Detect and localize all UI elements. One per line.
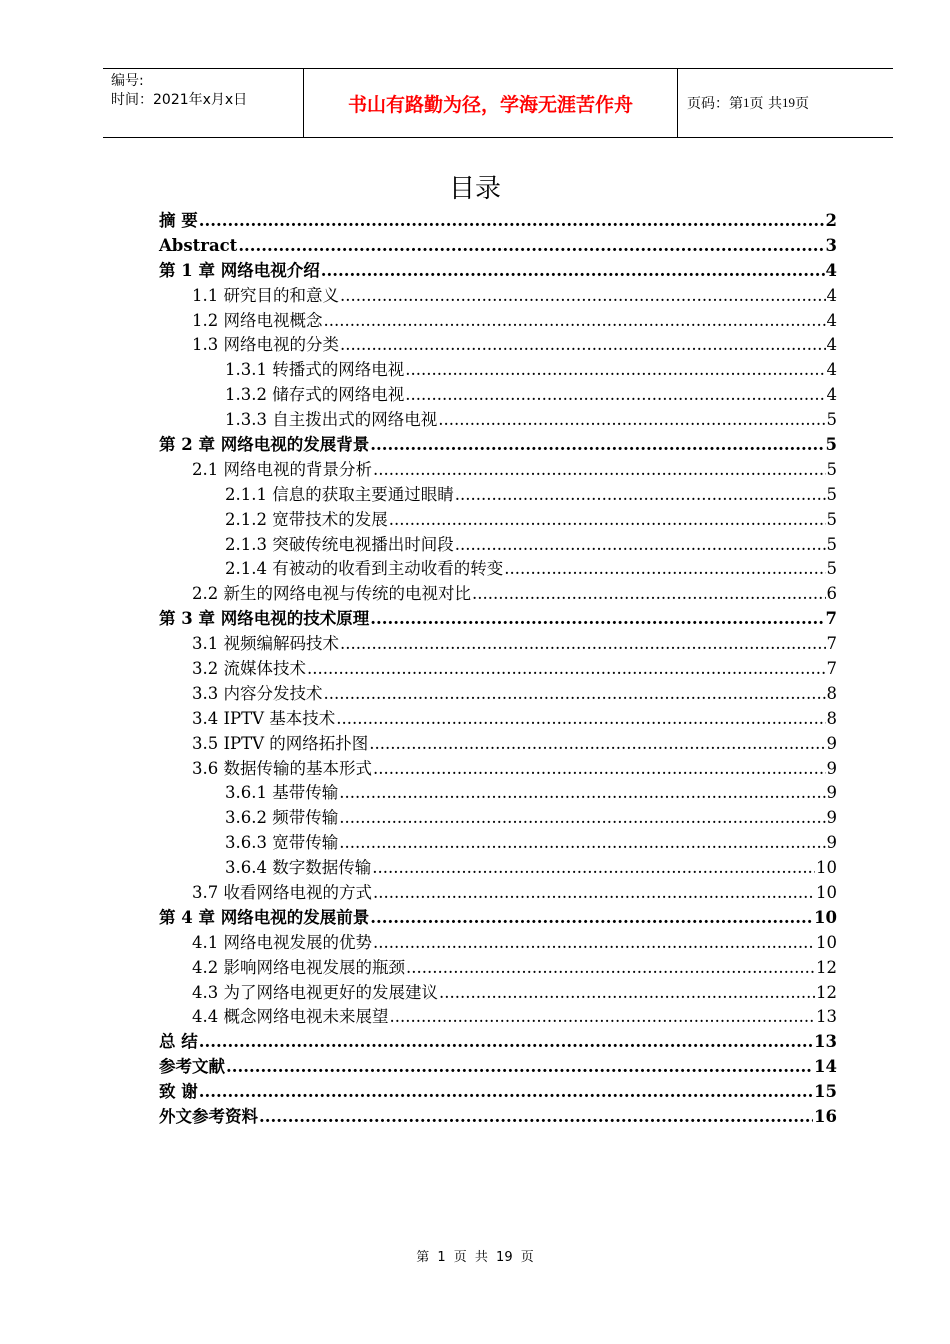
toc-entry-label: 1.3.2 储存式的网络电视	[225, 385, 405, 405]
toc-title: 目录	[448, 174, 501, 204]
toc-entry[interactable]	[159, 607, 837, 632]
page-footer: 第 1 页 共 19 页	[416, 1250, 534, 1265]
toc-dot-leader	[339, 781, 825, 806]
toc-entry[interactable]	[159, 458, 837, 483]
toc-entry-label: 致 谢	[159, 1082, 198, 1102]
toc-entry-page: 5	[826, 459, 837, 479]
toc-entry-label: 第 4 章 网络电视的发展前景	[159, 907, 370, 927]
toc-entry[interactable]	[159, 757, 837, 782]
toc-entry-page: 5	[826, 509, 837, 529]
toc-entry[interactable]	[159, 1006, 837, 1031]
toc-entry-label: 2.1.2 宽带技术的发展	[225, 509, 388, 529]
toc-entry-label: 1.1 研究目的和意义	[192, 285, 339, 305]
toc-entry[interactable]	[159, 682, 837, 707]
toc-entry-page: 4	[826, 385, 837, 405]
toc-dot-leader	[321, 259, 825, 284]
toc-entry[interactable]	[159, 981, 837, 1006]
toc-entry-page: 7	[826, 659, 837, 679]
toc-dot-leader	[390, 1006, 816, 1031]
toc-entry-label: 2.1.1 信息的获取主要通过眼睛	[225, 484, 454, 504]
toc-entry-label: 总 结	[159, 1032, 198, 1052]
toc-entry[interactable]	[159, 582, 837, 607]
toc-entry-label: 3.4 IPTV 基本技术	[192, 708, 336, 728]
toc-dot-leader	[199, 1030, 813, 1055]
toc-entry-page: 10	[814, 907, 837, 927]
toc-entry-page: 15	[814, 1082, 837, 1102]
toc-entry-page: 8	[826, 708, 837, 728]
toc-entry-page: 12	[816, 982, 837, 1002]
toc-dot-leader	[238, 234, 824, 259]
header-page-suffix: 页	[794, 96, 809, 112]
toc-entry-label: 3.6 数据传输的基本形式	[192, 758, 372, 778]
toc-entry[interactable]	[159, 284, 837, 309]
toc-entry-page: 9	[826, 833, 837, 853]
toc-entry[interactable]	[159, 657, 837, 682]
toc-entry-label: Abstract	[159, 235, 238, 255]
toc-dot-leader	[373, 458, 826, 483]
toc-entry-label: 3.6.3 宽带传输	[225, 833, 339, 853]
toc-entry[interactable]	[159, 856, 837, 881]
toc-entry-label: 2.1.3 突破传统电视播出时间段	[225, 534, 454, 554]
toc-dot-leader	[405, 358, 825, 383]
toc-entry[interactable]	[159, 433, 837, 458]
toc-entry-label: 4.3 为了网络电视更好的发展建议	[192, 982, 438, 1002]
toc-entry[interactable]	[159, 383, 837, 408]
toc-dot-leader	[504, 557, 825, 582]
toc-entry-page: 6	[826, 584, 837, 604]
toc-entry-label: 2.1 网络电视的背景分析	[192, 459, 372, 479]
header-page-current: 1	[743, 95, 750, 110]
toc-entry-page: 9	[826, 733, 837, 753]
toc-entry[interactable]	[159, 333, 837, 358]
toc-entry[interactable]	[159, 956, 837, 981]
toc-dot-leader	[455, 483, 826, 508]
document-time-label: 时间：2021年x月x日	[111, 92, 248, 108]
toc-entry-page: 4	[826, 310, 837, 330]
header-motto: 书山有路勤为径，学海无涯苦作舟	[304, 69, 678, 137]
toc-dot-leader	[324, 682, 826, 707]
toc-entry-label: 4.4 概念网络电视未来展望	[192, 1007, 389, 1027]
toc-dot-leader	[405, 383, 825, 408]
toc-entry-page: 12	[816, 957, 837, 977]
toc-entry[interactable]	[159, 906, 837, 931]
toc-entry-label: 3.7 收看网络电视的方式	[192, 883, 372, 903]
toc-dot-leader	[340, 284, 826, 309]
toc-dot-leader	[438, 408, 825, 433]
toc-dot-leader	[199, 1080, 813, 1105]
document-number-label: 编号:	[111, 73, 144, 89]
toc-entry-label: 第 1 章 网络电视介绍	[159, 260, 320, 280]
toc-entry-label: 1.3.3 自主拨出式的网络电视	[225, 410, 438, 430]
toc-entry-page: 14	[814, 1057, 837, 1077]
toc-dot-leader	[439, 981, 815, 1006]
toc-dot-leader	[340, 632, 826, 657]
toc-entry-page: 7	[825, 609, 837, 629]
toc-dot-leader	[340, 333, 826, 358]
header-page-mid: 页 共	[749, 96, 782, 112]
toc-entry-label: 外文参考资料	[159, 1107, 258, 1127]
toc-entry-label: 第 3 章 网络电视的技术原理	[159, 609, 370, 629]
toc-dot-leader	[324, 309, 826, 334]
toc-dot-leader	[226, 1055, 813, 1080]
toc-entry-page: 3	[825, 235, 837, 255]
toc-entry-page: 5	[826, 559, 837, 579]
toc-entry-page: 8	[826, 683, 837, 703]
toc-dot-leader	[372, 856, 815, 881]
toc-entry-label: 1.3.1 转播式的网络电视	[225, 360, 405, 380]
toc-entry-page: 4	[826, 285, 837, 305]
toc-entry-label: 3.6.4 数字数据传输	[225, 858, 372, 878]
toc-entry-page: 10	[816, 883, 837, 903]
toc-dot-leader	[472, 582, 826, 607]
toc-dot-leader	[370, 906, 813, 931]
toc-entry[interactable]	[159, 1030, 837, 1055]
toc-dot-leader	[455, 533, 826, 558]
toc-entry[interactable]	[159, 881, 837, 906]
toc-entry[interactable]	[159, 732, 837, 757]
header-meta-cell	[103, 69, 304, 137]
toc-entry-page: 9	[826, 758, 837, 778]
toc-dot-leader	[259, 1105, 813, 1130]
toc-dot-leader	[339, 806, 825, 831]
toc-entry[interactable]	[159, 309, 837, 334]
header-page-total: 19	[781, 95, 795, 110]
toc-dot-leader	[370, 433, 824, 458]
toc-dot-leader	[307, 657, 826, 682]
toc-entry-page: 13	[814, 1032, 837, 1052]
toc-entry-label: 3.6.2 频带传输	[225, 808, 339, 828]
toc-entry[interactable]	[159, 557, 837, 582]
table-of-contents	[159, 209, 837, 1130]
toc-entry-label: 摘 要	[159, 210, 198, 230]
toc-dot-leader	[373, 931, 815, 956]
page-header	[103, 68, 893, 138]
toc-entry[interactable]	[159, 533, 837, 558]
toc-entry-page: 5	[826, 410, 837, 430]
toc-entry-label: 2.1.4 有被动的收看到主动收看的转变	[225, 559, 504, 579]
toc-entry-page: 4	[826, 360, 837, 380]
toc-entry-page: 4	[826, 335, 837, 355]
toc-entry-page: 5	[826, 484, 837, 504]
toc-entry-page: 2	[825, 210, 837, 230]
toc-dot-leader	[406, 956, 815, 981]
toc-entry-label: 2.2 新生的网络电视与传统的电视对比	[192, 584, 471, 604]
toc-entry[interactable]	[159, 931, 837, 956]
header-page-prefix: 页码：第	[687, 96, 743, 112]
toc-entry[interactable]	[159, 408, 837, 433]
toc-entry-page: 10	[816, 858, 837, 878]
toc-entry[interactable]	[159, 483, 837, 508]
toc-dot-leader	[199, 209, 825, 234]
toc-entry-page: 10	[816, 932, 837, 952]
toc-entry-page: 13	[816, 1007, 837, 1027]
toc-entry[interactable]	[159, 1105, 837, 1130]
toc-entry[interactable]	[159, 234, 837, 259]
toc-dot-leader	[369, 732, 825, 757]
toc-entry-label: 3.2 流媒体技术	[192, 659, 306, 679]
toc-entry-page: 9	[826, 783, 837, 803]
toc-entry[interactable]	[159, 508, 837, 533]
toc-entry-label: 1.2 网络电视概念	[192, 310, 323, 330]
toc-entry-label: 3.3 内容分发技术	[192, 683, 323, 703]
toc-dot-leader	[336, 707, 825, 732]
toc-entry[interactable]	[159, 358, 837, 383]
toc-dot-leader	[339, 831, 825, 856]
toc-entry[interactable]	[159, 806, 837, 831]
toc-entry[interactable]	[159, 831, 837, 856]
toc-entry[interactable]	[159, 632, 837, 657]
toc-entry[interactable]	[159, 259, 837, 284]
toc-entry-label: 3.5 IPTV 的网络拓扑图	[192, 733, 369, 753]
toc-entry-page: 5	[825, 435, 837, 454]
toc-entry[interactable]	[159, 209, 837, 234]
toc-entry-page: 4	[825, 260, 837, 280]
toc-dot-leader	[389, 508, 826, 533]
toc-entry-label: 参考文献	[159, 1057, 225, 1077]
toc-dot-leader	[370, 607, 824, 632]
header-page-info	[678, 69, 893, 137]
toc-entry-label: 4.2 影响网络电视发展的瓶颈	[192, 957, 405, 977]
toc-dot-leader	[373, 881, 815, 906]
toc-entry-label: 3.6.1 基带传输	[225, 783, 339, 803]
toc-entry[interactable]	[159, 781, 837, 806]
toc-entry-label: 3.1 视频编解码技术	[192, 634, 339, 654]
toc-entry[interactable]	[159, 1055, 837, 1080]
toc-entry-page: 16	[814, 1107, 837, 1127]
toc-entry[interactable]	[159, 1080, 837, 1105]
toc-entry-page: 9	[826, 808, 837, 828]
toc-entry-label: 4.1 网络电视发展的优势	[192, 932, 372, 952]
toc-entry-page: 7	[826, 634, 837, 654]
toc-entry[interactable]	[159, 707, 837, 732]
toc-entry-page: 5	[826, 534, 837, 554]
toc-dot-leader	[373, 757, 826, 782]
toc-entry-label: 第 2 章 网络电视的发展背景	[159, 435, 370, 454]
toc-entry-label: 1.3 网络电视的分类	[192, 335, 339, 355]
